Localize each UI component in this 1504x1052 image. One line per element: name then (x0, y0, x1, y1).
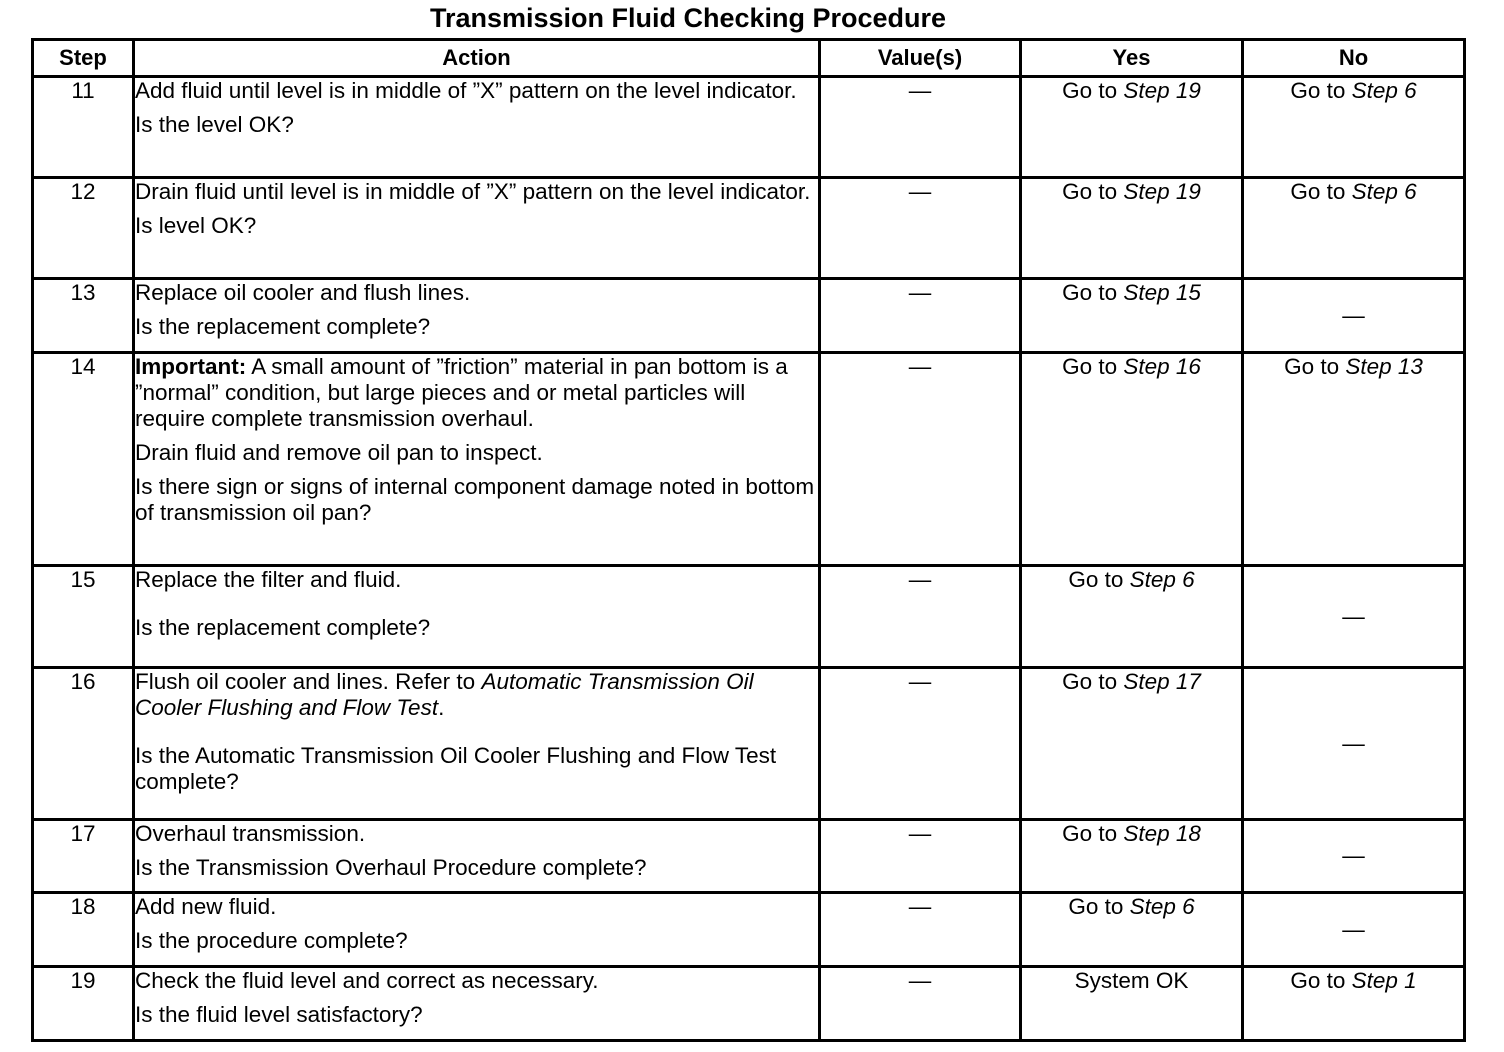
action-text (135, 669, 818, 721)
value-cell (820, 77, 1021, 178)
yes-step-ref: Step 15 (1123, 280, 1201, 305)
no-cell (1243, 967, 1465, 1041)
procedure-table (31, 38, 1466, 1042)
action-text: Add new fluid. (135, 894, 277, 919)
action-text: Overhaul transmission. (135, 821, 366, 846)
yes-cell (1021, 820, 1243, 893)
no-step-ref: Step 1 (1351, 968, 1417, 993)
go-to-label: Go to (1062, 354, 1118, 379)
value-dash: — (908, 894, 932, 919)
yes-step-ref: Step 19 (1123, 78, 1201, 103)
table-row (33, 967, 1465, 1041)
no-step-ref: Step 6 (1351, 179, 1417, 204)
column-header-action: Action (134, 40, 820, 77)
action-cell (134, 967, 820, 1041)
action-cell (134, 279, 820, 353)
go-to-label: Go to (1062, 179, 1118, 204)
step-number: 17 (33, 820, 134, 893)
value-cell (820, 566, 1021, 668)
action-text: Replace oil cooler and flush lines. (135, 280, 471, 305)
table-row (33, 893, 1465, 967)
yes-step-ref: Step 6 (1129, 567, 1195, 592)
value-dash: — (908, 280, 932, 305)
no-cell (1243, 77, 1465, 178)
action-question: Is the level OK? (135, 112, 294, 137)
column-header-yes: Yes (1021, 40, 1243, 77)
important-label: Important: (135, 354, 247, 379)
step-number: 16 (33, 668, 134, 820)
yes-step-ref: Step 19 (1123, 179, 1201, 204)
go-to-label: Go to (1290, 968, 1346, 993)
action-question: Is the replacement complete? (135, 314, 431, 339)
table-row (33, 668, 1465, 820)
no-dash: — (1342, 603, 1365, 629)
action-cell (134, 77, 820, 178)
step-number: 19 (33, 967, 134, 1041)
step-number: 18 (33, 893, 134, 967)
go-to-label: Go to (1062, 280, 1118, 305)
action-question: Is the Transmission Overhaul Procedure complete? (135, 855, 647, 880)
go-to-label: Go to (1068, 567, 1124, 592)
column-header-step: Step (33, 40, 134, 77)
yes-cell (1021, 77, 1243, 178)
yes-step-ref: Step 6 (1129, 894, 1195, 919)
value-dash: — (908, 179, 932, 204)
no-dash: — (1342, 916, 1365, 942)
yes-cell (1021, 178, 1243, 279)
procedure-reference: Automatic Transmission Oil Cooler Flushing and Flow Test (135, 669, 754, 720)
value-cell (820, 668, 1021, 820)
action-text: Add fluid until level is in middle of ”X” pattern on the level indicator. (135, 78, 797, 103)
column-header-no: No (1243, 40, 1465, 77)
step-number: 15 (33, 566, 134, 668)
go-to-label: Go to (1062, 78, 1118, 103)
table-row (33, 566, 1465, 668)
table-row (33, 353, 1465, 566)
no-dash: — (1342, 843, 1365, 868)
column-header-values: Value(s) (820, 40, 1021, 77)
value-cell (820, 279, 1021, 353)
value-dash: — (908, 821, 932, 846)
yes-step-ref: Step 17 (1123, 669, 1201, 694)
action-cell (134, 820, 820, 893)
go-to-label: Go to (1062, 821, 1118, 846)
yes-step-ref: Step 18 (1123, 821, 1201, 846)
value-dash: — (908, 567, 932, 592)
step-number: 12 (33, 178, 134, 279)
yes-cell (1021, 566, 1243, 668)
go-to-label: Go to (1290, 78, 1346, 103)
action-text: Check the fluid level and correct as necessary. (135, 968, 599, 993)
no-step-ref: Step 13 (1345, 354, 1423, 379)
step-number: 14 (33, 353, 134, 566)
no-cell (1243, 566, 1465, 668)
action-text: Replace the filter and fluid. (135, 567, 402, 592)
action-cell (134, 668, 820, 820)
step-number: 11 (33, 77, 134, 178)
value-dash: — (908, 354, 932, 379)
no-dash: — (1342, 302, 1365, 328)
value-cell (820, 820, 1021, 893)
table-row (33, 178, 1465, 279)
action-question: Is there sign or signs of internal component damage noted in bottom of transmission oil pan? (135, 474, 815, 525)
value-cell (820, 893, 1021, 967)
action-text-start: Flush oil cooler and lines. Refer to (135, 669, 476, 694)
action-question: Is the Automatic Transmission Oil Cooler Flushing and Flow Test complete? (135, 743, 777, 794)
value-dash: — (908, 968, 932, 993)
action-question: Is level OK? (135, 213, 257, 238)
action-text: Drain fluid and remove oil pan to inspect. (135, 440, 543, 465)
page-title: Transmission Fluid Checking Procedure (429, 3, 947, 33)
no-cell (1243, 820, 1465, 893)
action-text-end: . (438, 695, 445, 720)
action-cell (134, 893, 820, 967)
no-dash: — (1342, 730, 1365, 756)
go-to-label: Go to (1284, 354, 1340, 379)
important-text: A small amount of ”friction” material in pan bottom is a ”normal” condition, but large pieces and or metal particles will require complete transmission overhaul. (135, 354, 788, 431)
value-cell (820, 353, 1021, 566)
go-to-label: Go to (1062, 669, 1118, 694)
action-question: Is the replacement complete? (135, 615, 431, 640)
value-cell (820, 178, 1021, 279)
action-question: Is the fluid level satisfactory? (135, 1002, 423, 1027)
value-dash: — (908, 78, 932, 103)
system-ok-text: System OK (1074, 968, 1189, 993)
yes-cell (1021, 353, 1243, 566)
action-text: Drain fluid until level is in middle of ”X” pattern on the level indicator. (135, 179, 811, 204)
action-cell (134, 566, 820, 668)
go-to-label: Go to (1290, 179, 1346, 204)
action-question: Is the procedure complete? (135, 928, 408, 953)
no-cell (1243, 893, 1465, 967)
yes-cell (1021, 893, 1243, 967)
table-row (33, 77, 1465, 178)
table-row (33, 820, 1465, 893)
action-text (135, 354, 818, 432)
step-number: 13 (33, 279, 134, 353)
no-cell (1243, 668, 1465, 820)
value-dash: — (908, 669, 932, 694)
yes-cell (1021, 967, 1243, 1041)
no-cell (1243, 353, 1465, 566)
table-row (33, 279, 1465, 353)
no-cell (1243, 279, 1465, 353)
action-cell (134, 178, 820, 279)
action-cell (134, 353, 820, 566)
go-to-label: Go to (1068, 894, 1124, 919)
table-header-row (33, 40, 1465, 77)
yes-step-ref: Step 16 (1123, 354, 1201, 379)
yes-cell (1021, 668, 1243, 820)
yes-cell (1021, 279, 1243, 353)
no-cell (1243, 178, 1465, 279)
value-cell (820, 967, 1021, 1041)
no-step-ref: Step 6 (1351, 78, 1417, 103)
